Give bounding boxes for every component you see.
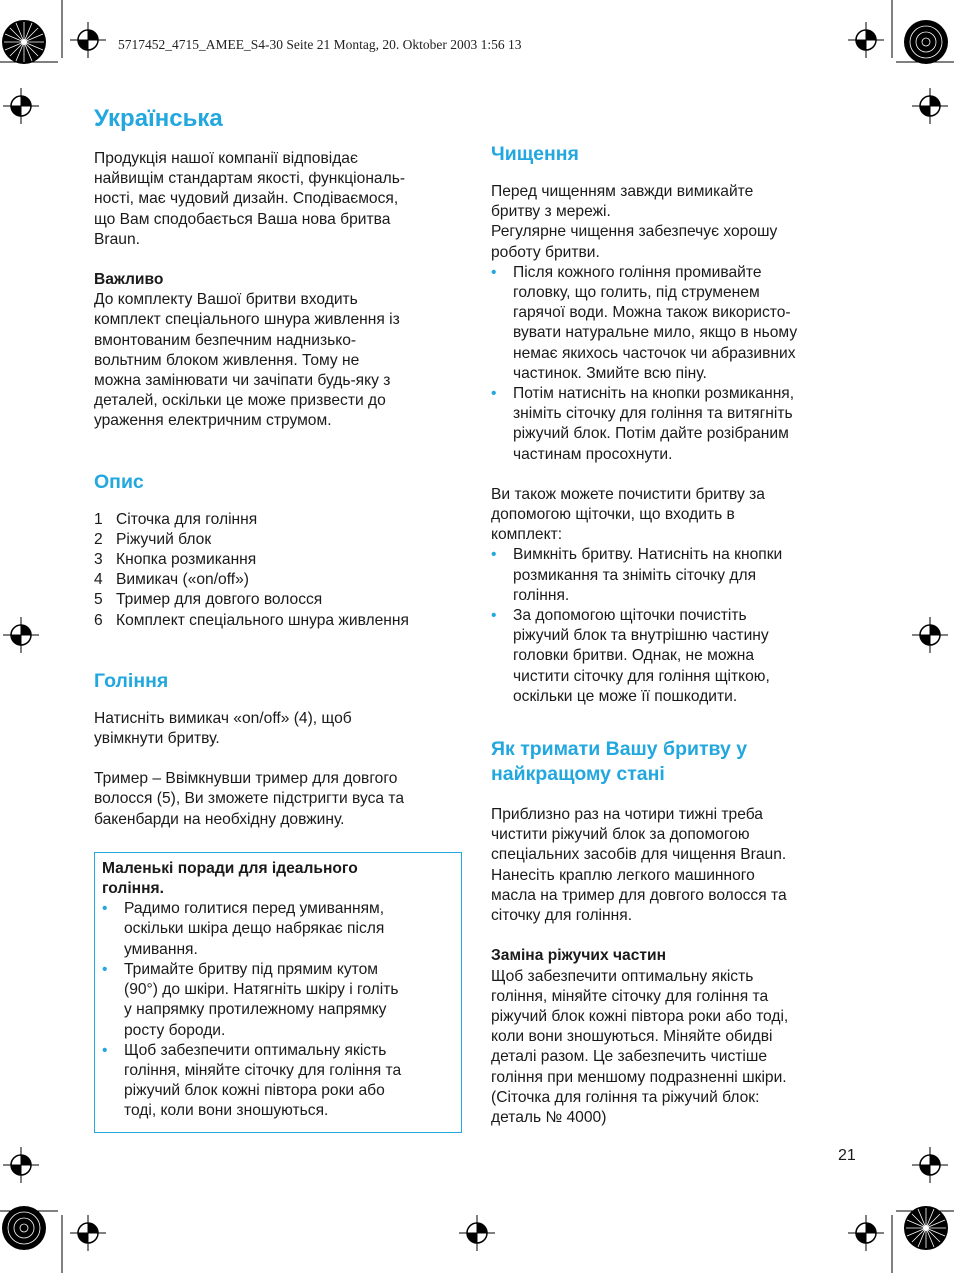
maintenance-heading: Як тримати Вашу бритву у найкращому стані [491,738,748,786]
shaving-paragraph: Натисніть вимикач «on/off» (4), щоб увімкнути бритву. [94,709,352,748]
list-item: • Тримайте бритву під прямим кутом (90°) до шкіри. Натягніть шкіру і голіть у напрямку протилежному напрямку росту бороди. [102,960,452,1041]
tips-heading: Маленькі поради для ідеального гоління. [102,859,358,898]
list-item: • Потім натисніть на кнопки розмикання, зніміть сіточку для гоління та витягніть ріжучий блок. Потім дайте розібраним частинам просохнути. [491,384,861,465]
important-line: ураження електричним струмом. [94,412,332,430]
left-column [94,104,464,1133]
tips-list [102,899,452,1121]
important-line: комплект спеціального шнура живлення із [94,311,400,329]
registration-target-icon [70,22,106,58]
important-heading: Важливо [94,271,164,289]
cleaning-paragraph: Перед чищенням завжди вимикайте бритву з мережі. Регулярне чищення забезпечує хорошу роботу бритви. [491,183,778,261]
important-line: вольтним блоком живлення. Тому не [94,351,360,369]
tips-box [94,852,462,1133]
list-item: 6 Комплект спеціального шнура живлення [94,611,409,629]
list-item: • За допомогою щіточки почистіть ріжучий блок та внутрішню частину головки бритви. Однак, не можна чистити сіточку для гоління щіткою, оскільки це може її пошкодити. [491,606,861,707]
list-item: • Вимкніть бритву. Натисніть на кнопки розмикання та зніміть сіточку для гоління. [491,545,861,606]
registration-target-icon [3,617,39,653]
cleaning-list [491,263,861,465]
starburst-mark-icon [902,18,950,66]
cleaning-heading: Чищення [491,143,579,165]
page-number: 21 [838,1147,856,1164]
starburst-mark-icon [902,1204,950,1252]
brush-list [491,545,861,707]
intro-line: ності, має чудовий дизайн. Сподіваємося, [94,190,399,208]
important-line: можна замінювати чи зачіпати будь-яку з [94,372,391,390]
starburst-mark-icon [0,1204,48,1252]
important-line: вмонтованим безпечним наднизько- [94,331,357,349]
intro-line: Продукція нашої компанії відповідає [94,150,358,167]
list-item: • Радимо голитися перед умиванням, оскільки шкіра дещо набрякає після умивання. [102,899,452,960]
registration-target-icon [912,617,948,653]
intro-paragraph [94,149,464,250]
registration-target-icon [848,1215,884,1251]
shaving-heading: Гоління [94,669,169,692]
intro-line: Braun. [94,230,140,248]
intro-line: що Вам сподобається Ваша нова бритва [94,210,391,228]
description-heading: Опис [94,470,144,493]
brush-paragraph: Ви також можете почистити бритву за допомогою щіточки, що входить в комплект: [491,485,765,544]
list-item: 2 Ріжучий блок [94,530,212,548]
replacement-heading: Заміна ріжучих частин [491,947,667,965]
registration-target-icon [3,88,39,124]
list-item: 5 Тример для довгого волосся [94,591,323,609]
page-title: Українська [94,105,223,132]
list-item: • Щоб забезпечити оптимальну якість гоління, міняйте сіточку для гоління та ріжучий блок кожні півтора роки або тоді, коли вони зношуються. [102,1041,452,1122]
registration-target-icon [459,1215,495,1251]
important-section [94,270,464,432]
trimmer-paragraph: Тример – Ввімкнувши тример для довгого волосся (5), Ви зможете підстригти вуса та бакенбарди на необхідну довжину. [94,770,405,828]
list-item: 1 Сіточка для гоління [94,510,258,528]
important-line: деталей, оскільки це може призвести до [94,392,386,410]
maintenance-paragraph: Приблизно раз на чотири тижні треба чистити ріжучий блок за допомогою спеціальних засобів для чищення Braun. Нанесіть краплю легкого машинного масла на тример для довгого волосся та сіточку для гоління. [491,806,787,925]
parts-list [94,510,464,631]
registration-target-icon [848,22,884,58]
registration-target-icon [912,1147,948,1183]
list-item: 3 Кнопка розмикання [94,551,257,569]
print-header: 5717452_4715_AMEE_S4-30 Seite 21 Montag, 20. Oktober 2003 1:56 13 [118,37,522,52]
list-item: 4 Вимикач («on/off») [94,571,249,589]
registration-target-icon [912,88,948,124]
replacement-section: Заміна ріжучих частин Щоб забезпечити оптимальну якість гоління, міняйте сіточку для гоління та ріжучий блок кожні півтора роки або тоді, коли вони зношуються. Міняйте обидві деталі разом. Це забезпечить чистіше гоління при меншому подразненні шкіри. (Сіточка для гоління та ріжучий блок: деталь № 4000) [491,947,789,1126]
registration-target-icon [70,1215,106,1251]
intro-line: найвищім стандартам якості, функціональ- [94,170,406,188]
important-line: До комплекту Вашої бритви входить [94,291,358,309]
starburst-mark-icon [0,18,48,66]
right-column [491,142,861,1128]
registration-target-icon [3,1147,39,1183]
list-item: • Після кожного гоління промивайте головку, що голить, під струменем гарячої води. Можна також використо- вувати натуральне мило, якщо в ньому немає якихось часточок чи абразивних частинок. Змийте всю піну. [491,263,861,384]
